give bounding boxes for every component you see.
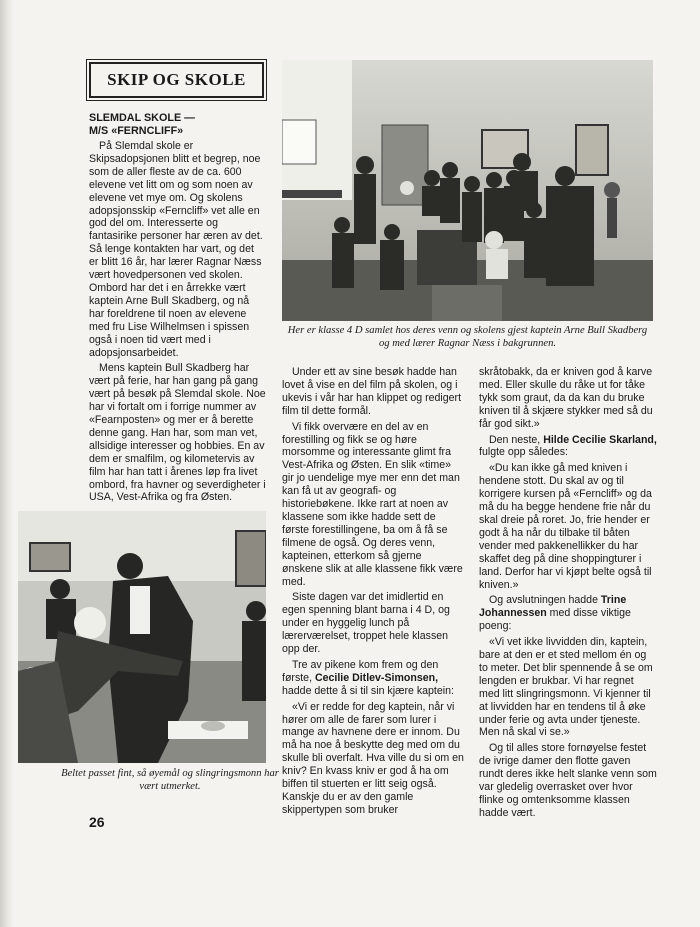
paragraph — [479, 434, 657, 460]
article-subhead — [89, 112, 266, 137]
subhead-line-2: M/S «FERNCLIFF» — [89, 124, 184, 137]
page-number: 26 — [89, 814, 105, 830]
paragraph-text: Den neste, — [489, 433, 541, 446]
class-photo-caption: Her er klasse 4 D samlet hos deres venn og skolens gjest kaptein Arne Bull Skadberg og med lærer Ragnar Næss i bakgrunnen. — [287, 325, 648, 349]
paragraph: Mens kaptein Bull Skadberg har vært på ferie, har han gang på gang vært på besøk på Slemdal skole. Noe har vi fortalt om i forrige nummer av «Fearnposten» og mer er å berette denne gang. Han har, som man vet, allsidige interesser og hobbies. En av dem er smalfilm, og kilometervis av film har han tatt i årenes løp fra livet ombord, fra havner og severdigheter i USA, Vest-Afrika og fra Østen. — [89, 362, 266, 504]
paragraph: skråtobakk, da er kniven god å karve med. Eller skulle du råke ut for tåke tykk som graut, da da kan du bruke kniven til å skjære stykker med så du får god sikt.» — [479, 366, 653, 430]
article-column-2 — [282, 366, 464, 820]
paragraph — [282, 659, 464, 698]
paragraph: Og til alles store fornøyelse festet de ivrige damer den flotte gaven rundt deres ikke helt slanke venn som var gledelig overrasket over hvor flinke og omtenksomme klassen hadde vært. — [479, 742, 657, 819]
paragraph: På Slemdal skole er Skipsadopsjonen blitt et begrep, noe som de aller fleste av de ca. 600 elevene vet litt om og som noen av elevene vet mye om. Og skolens adopsjonsskip «Ferncliff» vet alle en god del om. Interesserte og fantasirike personer har æren av det. Så lenge kontakten har vart, og det er blitt 16 år, har lærer Ragnar Næss vært hovedpersonen ved skolen. Ombord har det i en årrekke vært kaptein Arne Bull Skadberg, og nå har foreldrene til noen av elevene med fru Lise Wilhelmsen i spissen også i noen tid vært med i adopsjonsarbeidet. — [89, 140, 263, 359]
page-edge — [0, 0, 14, 927]
article-column-1 — [89, 112, 266, 507]
article-column-3 — [479, 366, 657, 823]
section-title-box — [89, 62, 264, 98]
paragraph-text: fulgte opp således: — [479, 446, 568, 459]
student-name: Hilde Cecilie Skarland, — [543, 433, 657, 446]
paragraph — [479, 594, 657, 633]
paragraph-text: med disse viktige poeng: — [479, 607, 631, 633]
paragraph: Siste dagen var det imidlertid en egen spenning blant barna i 4 D, og under en hyggelig lunch på lærerværelset, troppet hele klassen opp der. — [282, 591, 450, 656]
paragraph-text: Og avslutningen hadde — [489, 594, 598, 607]
student-name: Cecilie Ditlev-Simonsen, — [314, 671, 439, 684]
class-photo-image — [282, 60, 653, 321]
section-title: SKIP OG SKOLE — [107, 70, 246, 89]
paragraph-text: Tre av pikene kom frem og den første, — [282, 658, 439, 684]
paragraph: Vi fikk overvære en del av en forestilling og fikk se og høre morsomme og interessante glimt fra Vest-Afrika og Østen. En slik «time» gir jo uendelige mye mer enn det man kan få ut av geografi- og historiebøkene. Ikke rart at noen av klassene som ikke hadde sett de første forestillingene, ba om å få se filmene de også. Og deres venn, kapteinen, etterkom så gjerne ønskene slik at alle klassene fikk være med. — [282, 420, 463, 588]
belt-photo — [18, 511, 266, 763]
subhead-line-1: SLEMDAL SKOLE — — [89, 112, 195, 124]
class-photo — [282, 60, 653, 321]
paragraph: «Vi er redde for deg kaptein, når vi hører om alle de farer som lurer i mange av havnene dere er innom. Du må ha noe å beskytte deg med om du skulle bli overfalt. Hva ville du si om en kniv? En kvass kniv er god å ha om biffen til stuerten er litt seig også. Kanskje du er av den gamle skippertypen som bruker — [282, 700, 464, 816]
paragraph: Under ett av sine besøk hadde han lovet å vise en del film på skolen, og i ukevis i vår har han klippet og redigert film til dette formål. — [282, 366, 462, 417]
paragraph: «Vi vet ikke livvidden din, kaptein, bare at den er et sted mellom én og to meter. Det blir spennende å se om lengden er brukbar. Vi har regnet med litt slingringsmonn. Vi kjenner til at livvidden har en tendens til å øke under ferie og avta under tjeneste. Men nå skal vi se.» — [479, 636, 653, 739]
paragraph: «Du kan ikke gå med kniven i hendene stott. Du skal av og til korrigere kursen på «Ferncliff» og da må du ha begge hendene frie når du skal dreie på roret. Jo, frie hender er godt å ha når du tilbake til båten vender med pakkenellikker du har skaffet deg på dine shoppingturer i land. Derfor har vi kjøpt belte også til kniven.» — [479, 462, 652, 591]
student-name: Trine Johannessen — [479, 594, 627, 620]
belt-photo-image — [18, 511, 266, 763]
belt-photo-caption: Beltet passet fint, så øyemål og slingringsmonn har vært utmerket. — [61, 768, 279, 792]
paragraph-text: hadde dette å si til sin kjære kaptein: — [282, 684, 454, 697]
